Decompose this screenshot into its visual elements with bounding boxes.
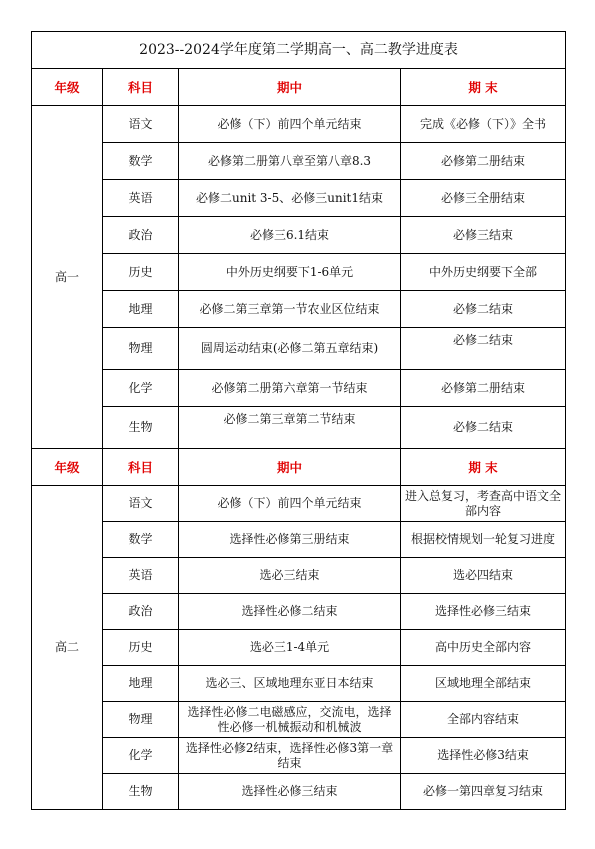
header-grade: 年级 xyxy=(32,449,103,486)
final-cell: 选择性必修3结束 xyxy=(401,738,566,774)
table-row xyxy=(32,370,566,407)
header-final: 期 末 xyxy=(401,449,566,486)
midterm-cell: 必修（下）前四个单元结束 xyxy=(179,486,401,522)
midterm-cell: 必修三6.1结束 xyxy=(179,217,401,254)
table-row xyxy=(32,407,566,449)
final-cell: 全部内容结束 xyxy=(401,702,566,738)
midterm-cell: 选必三结束 xyxy=(179,558,401,594)
final-cell: 进入总复习，考查高中语文全部内容 xyxy=(401,486,566,522)
final-cell: 必修二结束 xyxy=(401,291,566,328)
final-cell: 根据校情规划一轮复习进度 xyxy=(401,522,566,558)
header-midterm: 期中 xyxy=(179,69,401,106)
header-row xyxy=(32,69,566,106)
subject-cell: 数学 xyxy=(103,522,179,558)
final-cell: 必修第二册结束 xyxy=(401,370,566,407)
table-row xyxy=(32,486,566,522)
subject-cell: 历史 xyxy=(103,254,179,291)
final-cell: 必修二结束 xyxy=(401,328,566,370)
midterm-cell: 必修二第三章第二节结束 xyxy=(179,407,401,449)
table-row xyxy=(32,558,566,594)
midterm-cell: 必修二unit 3-5、必修三unit1结束 xyxy=(179,180,401,217)
table-row xyxy=(32,328,566,370)
table-row xyxy=(32,774,566,810)
table-row xyxy=(32,180,566,217)
table-row xyxy=(32,106,566,143)
midterm-cell: 选择性必修三结束 xyxy=(179,774,401,810)
midterm-cell: 必修第二册第八章至第八章8.3 xyxy=(179,143,401,180)
table-row xyxy=(32,630,566,666)
midterm-cell: 选择性必修第三册结束 xyxy=(179,522,401,558)
final-cell: 高中历史全部内容 xyxy=(401,630,566,666)
midterm-cell: 选择性必修2结束，选择性必修3第一章结束 xyxy=(179,738,401,774)
table-row xyxy=(32,254,566,291)
final-cell: 必修三结束 xyxy=(401,217,566,254)
header-row xyxy=(32,449,566,486)
table-row xyxy=(32,217,566,254)
table-row xyxy=(32,291,566,328)
table-row xyxy=(32,738,566,774)
midterm-cell: 圆周运动结束(必修二第五章结束) xyxy=(179,328,401,370)
subject-cell: 数学 xyxy=(103,143,179,180)
title-row xyxy=(32,32,566,69)
midterm-cell: 选必三1-4单元 xyxy=(179,630,401,666)
final-cell: 选择性必修三结束 xyxy=(401,594,566,630)
table-row xyxy=(32,702,566,738)
progress-table xyxy=(31,31,566,810)
header-grade: 年级 xyxy=(32,69,103,106)
grade-cell: 高二 xyxy=(32,486,103,810)
final-cell: 中外历史纲要下全部 xyxy=(401,254,566,291)
subject-cell: 生物 xyxy=(103,407,179,449)
table-row xyxy=(32,522,566,558)
midterm-cell: 中外历史纲要下1-6单元 xyxy=(179,254,401,291)
midterm-cell: 选择性必修二电磁感应，交流电，选择性必修一机械振动和机械波 xyxy=(179,702,401,738)
final-cell: 必修二结束 xyxy=(401,407,566,449)
final-cell: 必修第二册结束 xyxy=(401,143,566,180)
subject-cell: 语文 xyxy=(103,486,179,522)
table-row xyxy=(32,594,566,630)
subject-cell: 地理 xyxy=(103,291,179,328)
midterm-cell: 选必三、区域地理东亚日本结束 xyxy=(179,666,401,702)
table-title: 2023--2024学年度第二学期高一、高二教学进度表 xyxy=(32,32,566,69)
final-cell: 完成《必修（下）》全书 xyxy=(401,106,566,143)
final-cell: 必修三全册结束 xyxy=(401,180,566,217)
header-midterm: 期中 xyxy=(179,449,401,486)
subject-cell: 物理 xyxy=(103,702,179,738)
subject-cell: 英语 xyxy=(103,558,179,594)
final-cell: 选必四结束 xyxy=(401,558,566,594)
header-final: 期 末 xyxy=(401,69,566,106)
grade-cell: 高一 xyxy=(32,106,103,449)
subject-cell: 地理 xyxy=(103,666,179,702)
subject-cell: 化学 xyxy=(103,370,179,407)
header-subject: 科目 xyxy=(103,69,179,106)
final-cell: 必修一第四章复习结束 xyxy=(401,774,566,810)
midterm-cell: 必修第二册第六章第一节结束 xyxy=(179,370,401,407)
subject-cell: 化学 xyxy=(103,738,179,774)
midterm-cell: 必修（下）前四个单元结束 xyxy=(179,106,401,143)
midterm-cell: 必修二第三章第一节农业区位结束 xyxy=(179,291,401,328)
subject-cell: 历史 xyxy=(103,630,179,666)
midterm-cell: 选择性必修二结束 xyxy=(179,594,401,630)
subject-cell: 物理 xyxy=(103,328,179,370)
table-row xyxy=(32,143,566,180)
table-row xyxy=(32,666,566,702)
subject-cell: 政治 xyxy=(103,217,179,254)
subject-cell: 语文 xyxy=(103,106,179,143)
subject-cell: 政治 xyxy=(103,594,179,630)
header-subject: 科目 xyxy=(103,449,179,486)
final-cell: 区域地理全部结束 xyxy=(401,666,566,702)
subject-cell: 生物 xyxy=(103,774,179,810)
subject-cell: 英语 xyxy=(103,180,179,217)
